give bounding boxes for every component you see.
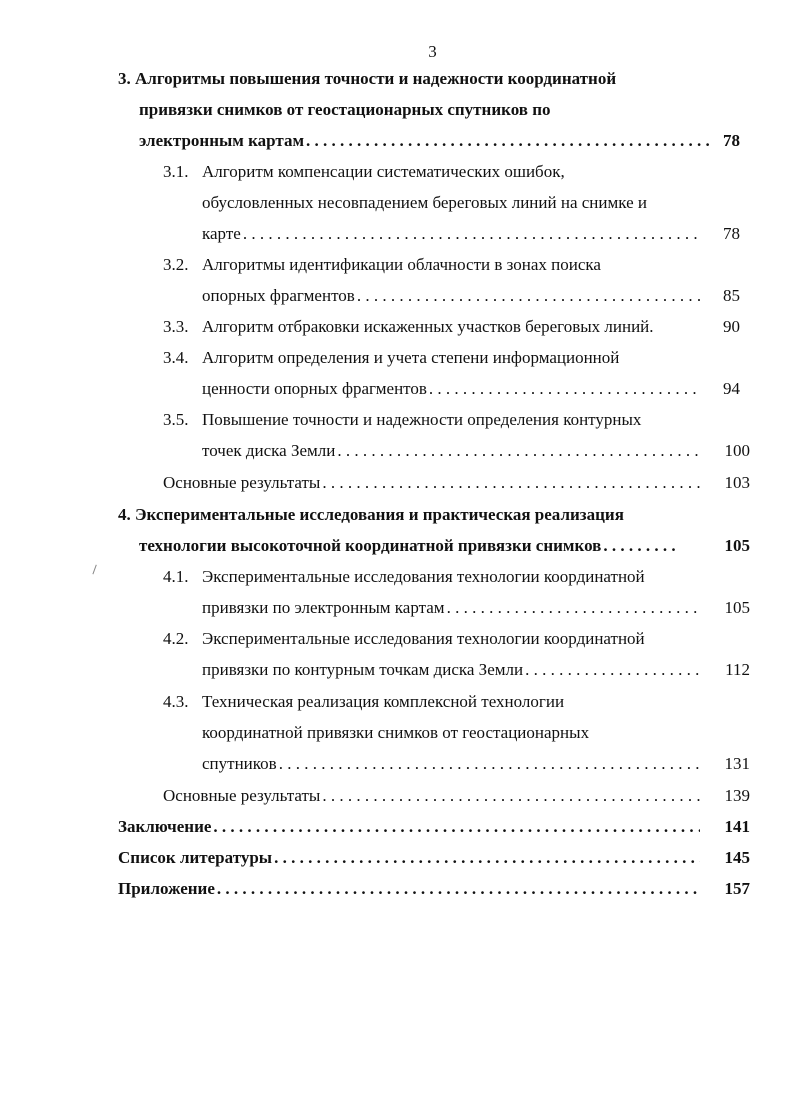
chapter-4-title-line-1: 4. Экспериментальные исследования и практическая реализация	[118, 505, 624, 524]
section-4-2-number: 4.2.	[163, 629, 189, 648]
chapter-4-title-end: технологии высокоточной координатной привязки снимков	[139, 536, 602, 555]
section-4-2-line-2	[202, 659, 704, 681]
section-3-5-line-2	[202, 440, 704, 462]
dot-leader	[322, 472, 700, 494]
dot-leader	[213, 816, 700, 838]
dot-leader	[322, 785, 700, 807]
section-3-2-line-1: Алгоритмы идентификации облачности в зонах поиска	[202, 255, 601, 274]
section-4-3-line-2: координатной привязки снимков от геостационарных	[202, 723, 590, 742]
section-3-5-line-1: Повышение точности и надежности определения контурных	[202, 410, 642, 429]
section-3-2-title-end: опорных фрагментов	[202, 286, 355, 305]
appendix-entry	[118, 878, 704, 900]
chapter-3-title-end: электронным картам	[139, 131, 305, 150]
section-4-2-page: 112	[725, 660, 750, 679]
chapter-3-results	[163, 472, 704, 494]
chapter-3-title-line-2: привязки снимков от геостационарных спутников по	[139, 100, 551, 119]
conclusion-label: Заключение	[118, 817, 212, 836]
chapter-3-results-page: 103	[724, 473, 750, 492]
dot-leader	[274, 847, 700, 869]
section-3-1-number: 3.1.	[163, 162, 189, 181]
section-3-5-number: 3.5.	[163, 410, 189, 429]
section-4-3-line-1: Техническая реализация комплексной технологии	[202, 692, 565, 711]
section-4-3-page: 131	[724, 754, 750, 773]
chapter-3-results-label: Основные результаты	[163, 473, 321, 492]
references-entry	[118, 847, 704, 869]
section-3-2-line-2	[202, 285, 704, 307]
chapter-4-title-line-2	[139, 535, 684, 557]
section-3-3-page: 90	[723, 317, 740, 336]
section-4-1-line-1: Экспериментальные исследования технологии координатной	[202, 567, 645, 586]
section-3-4-line-2	[202, 378, 704, 400]
chapter-3-title-line-1: 3. Алгоритмы повышения точности и надежности координатной	[118, 69, 617, 88]
section-3-3-number: 3.3.	[163, 317, 189, 336]
section-4-1-title-end: привязки по электронным картам	[202, 598, 445, 617]
section-3-4-title-end: ценности опорных фрагментов	[202, 379, 427, 398]
section-3-2-number: 3.2.	[163, 255, 189, 274]
dot-leader	[279, 753, 700, 775]
appendix-label: Приложение	[118, 879, 215, 898]
chapter-3-page: 78	[723, 131, 740, 150]
section-3-5-title-end: точек диска Земли	[202, 441, 336, 460]
chapter-4-results-label: Основные результаты	[163, 786, 321, 805]
chapter-4-results-page: 139	[724, 786, 750, 805]
section-3-4-page: 94	[723, 379, 740, 398]
chapter-4-results	[163, 785, 704, 807]
scan-mark	[92, 565, 99, 576]
dot-leader	[337, 440, 700, 462]
section-3-5-page: 100	[724, 441, 750, 460]
dot-leader	[429, 378, 700, 400]
dot-leader	[217, 878, 700, 900]
appendix-page: 157	[724, 879, 750, 898]
section-3-1-title-end: карте	[202, 224, 241, 243]
section-3-1-page: 78	[723, 224, 740, 243]
dot-leader	[243, 223, 700, 245]
conclusion-page: 141	[724, 817, 750, 836]
section-4-1-number: 4.1.	[163, 567, 189, 586]
chapter-3-title-line-3	[139, 130, 714, 152]
dot-leader	[447, 597, 700, 619]
section-3-4-number: 3.4.	[163, 348, 189, 367]
dot-leader	[306, 130, 710, 152]
section-4-1-line-2	[202, 597, 704, 619]
section-4-1-page: 105	[724, 598, 750, 617]
section-3-3-line-1: Алгоритм отбраковки искаженных участков береговых линий.	[202, 317, 654, 336]
references-label: Список литературы	[118, 848, 273, 867]
section-4-2-line-1: Экспериментальные исследования технологии координатной	[202, 629, 645, 648]
page-number: 3	[428, 42, 437, 61]
section-4-2-title-end: привязки по контурным точкам диска Земли	[202, 660, 524, 679]
section-4-3-line-3	[202, 753, 704, 775]
section-3-1-line-3	[202, 223, 704, 245]
section-3-1-line-1: Алгоритм компенсации систематических ошибок,	[202, 162, 565, 181]
chapter-4-page: 105	[724, 536, 750, 555]
dot-leader	[603, 535, 680, 557]
section-4-3-title-end: спутников	[202, 754, 277, 773]
references-page: 145	[724, 848, 750, 867]
section-3-4-line-1: Алгоритм определения и учета степени информационной	[202, 348, 620, 367]
dot-leader	[357, 285, 700, 307]
conclusion-entry	[118, 816, 704, 838]
dot-leader	[525, 659, 700, 681]
section-3-2-page: 85	[723, 286, 740, 305]
section-3-1-line-2: обусловленных несовпадением береговых линий на снимке и	[202, 193, 647, 212]
section-4-3-number: 4.3.	[163, 692, 189, 711]
